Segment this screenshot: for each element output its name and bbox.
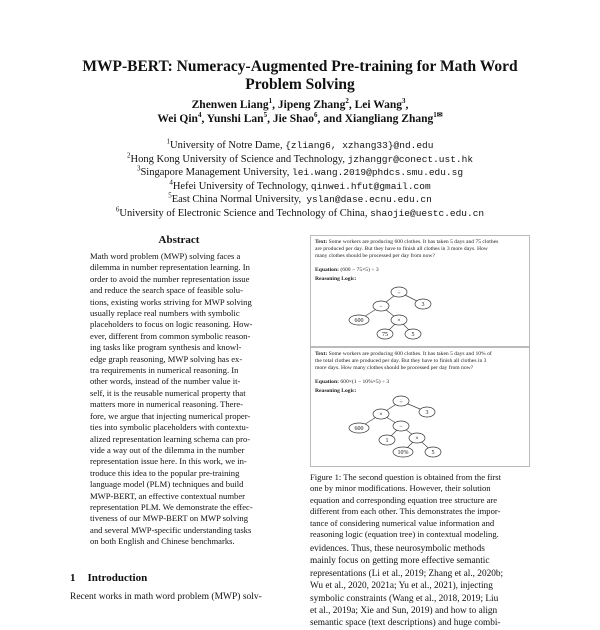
tree-node-label: 3 bbox=[425, 410, 429, 416]
abstract-line: Math word problem (MWP) solving faces a bbox=[90, 251, 241, 261]
equation-tree-1 bbox=[311, 284, 529, 344]
email-link[interactable]: shaojie@uestc.edu.cn bbox=[370, 207, 485, 219]
tree-node-label: 1 bbox=[385, 438, 389, 444]
body-text-line: Wu et al., 2020, 2021a; Yu et al., 2021), injecting bbox=[310, 581, 493, 592]
abstract-line: language model (PLM) techniques and build bbox=[90, 479, 244, 490]
abstract-line: ing tasks like program synthesis and knowl- bbox=[90, 342, 242, 353]
caption-line: different from each other. This demonstrates the impor- bbox=[310, 506, 501, 517]
abstract-line: other words, instead of the number value it- bbox=[90, 376, 241, 387]
equation-tree-2 bbox=[311, 394, 529, 464]
abstract-line: representation issue here. In this work, we in- bbox=[90, 456, 247, 467]
section-number: 1 bbox=[70, 572, 76, 584]
section-title: Introduction bbox=[87, 572, 148, 584]
abstract-body bbox=[90, 251, 270, 548]
abstract-line: and reduce the search space of feasible solu- bbox=[90, 285, 243, 296]
abstract-line: order to avoid the number representation issue bbox=[90, 273, 250, 284]
abstract-line: tions, existing works striving for MWP solving bbox=[90, 296, 252, 307]
abstract-line: matters more in numerical reasoning. There- bbox=[90, 399, 244, 410]
problem-text: Text: Some workers are producing 600 clothes. It has taken 5 days and 75 clothes are produced per day. But they have to finish all clothes in 3 more days. How many clothes should be processed per day from now? bbox=[315, 239, 499, 259]
body-text-line: semantic space (text descriptions) and huge combi- bbox=[310, 618, 501, 629]
title-line-2: Problem Solving bbox=[245, 76, 355, 93]
tree-node-label: ÷ bbox=[399, 399, 403, 405]
abstract-line: tra requirements in numerical reasoning. In bbox=[90, 365, 239, 376]
affiliation: $^5$East China Normal University, yslan@dase.ecnu.edu.cn bbox=[168, 191, 432, 206]
author-name: Zhenwen Liang bbox=[191, 99, 269, 111]
tree-node-label: × bbox=[397, 318, 401, 324]
affiliation: $^1$University of Notre Dame, {zliang6, xzhang33}@nd.edu bbox=[166, 137, 434, 151]
author-line-2: Wei Qin$^4$, Yunshi Lan$^5$, Jie Shao$^6$, and Xiangliang Zhang$^{1✉}$ bbox=[157, 111, 443, 125]
author-line-1: Zhenwen Liang$^1$, Jipeng Zhang$^2$, Lei Wang$^3$, bbox=[191, 97, 409, 111]
tree-node-label: 3 bbox=[421, 302, 425, 308]
affiliation: $^2$Hong Kong University of Science and Technology, jzhanggr@conect.ust.hk bbox=[126, 151, 474, 165]
figure-panel-modified bbox=[310, 347, 530, 467]
tree-node-label: × bbox=[415, 436, 419, 442]
tree-node-label: 5 bbox=[411, 332, 415, 338]
right-column-text bbox=[310, 543, 532, 630]
email-link[interactable]: {zliang6, xzhang33}@nd.edu bbox=[285, 140, 434, 151]
equation-line: Equation: (600 − 75×5) ÷ 3 bbox=[315, 267, 379, 273]
figure-panel-original bbox=[310, 235, 530, 347]
affiliation: $^4$Hefei University of Technology, qinwei.hfut@gmail.com bbox=[169, 178, 431, 192]
paper-title bbox=[40, 58, 560, 94]
figure-caption bbox=[310, 472, 532, 540]
author-name: Lei Wang bbox=[354, 99, 402, 111]
title-line-1: MWP-BERT: Numeracy-Augmented Pre-training for Math Word bbox=[82, 58, 518, 75]
caption-line: reasoning logic (equation tree) in contextual modeling. bbox=[310, 529, 499, 540]
abstract-line: usually replace real numbers with symbolic bbox=[90, 308, 240, 319]
problem-text: Text: Some workers are producing 600 clothes. It has taken 5 days and 10% of the total clothes are produced per day. But they have to finish all clothes in 3 more days. How many clothes should be processed per day from now? bbox=[315, 351, 492, 371]
equation-line: Equation: 600×(1 − 10%×5) ÷ 3 bbox=[315, 379, 390, 385]
abstract-line: representation PLM. We demonstrate the effec- bbox=[90, 501, 253, 512]
tree-node-label: − bbox=[399, 424, 403, 430]
tree-node-label: 600 bbox=[354, 318, 364, 324]
body-text-line: representations (Li et al., 2019; Zhang et al., 2020b; bbox=[310, 568, 504, 579]
introduction-first-line: Recent works in math word problem (MWP) solv- bbox=[70, 592, 262, 602]
email-link[interactable]: yslan@dase.ecnu.edu.cn bbox=[306, 194, 432, 206]
logic-label: Reasoning Logic: bbox=[315, 276, 357, 282]
abstract-heading: Abstract bbox=[158, 234, 200, 246]
body-text-line: et al., 2019a; Xie and Sun, 2019) and how to align bbox=[310, 606, 498, 617]
affiliation: $^6$University of Electronic Science and Technology of China, shaojie@uestc.edu.cn bbox=[115, 205, 485, 219]
logic-label: Reasoning Logic: bbox=[315, 388, 357, 394]
abstract-line: self, it is the reusable numerical property that bbox=[90, 387, 246, 398]
body-text-line: mainly focus on getting more effective semantic bbox=[310, 556, 490, 567]
affiliation: $^3$Singapore Management University, lei.wang.2019@phdcs.smu.edu.sg bbox=[136, 164, 464, 179]
tree-node-label: 75 bbox=[382, 332, 388, 338]
email-link[interactable]: qinwei.hfut@gmail.com bbox=[310, 180, 431, 192]
author-name: Jipeng Zhang bbox=[277, 99, 346, 111]
abstract-line: ties into symbolic placeholders with contextu- bbox=[90, 422, 249, 433]
abstract-line: troduce this idea to the popular pre-training bbox=[90, 467, 240, 478]
tree-node-label: − bbox=[379, 304, 383, 310]
body-text-line: symbolic constraints (Wang et al., 2018, 2019; Liu bbox=[310, 593, 499, 604]
abstract-line: and several MWP-specific understanding tasks bbox=[90, 524, 252, 535]
caption-line: one by minor modifications. However, their solution bbox=[310, 483, 491, 494]
tree-node-label: × bbox=[379, 412, 383, 418]
abstract-line: dilemma in number representation learning. In bbox=[90, 262, 250, 273]
abstract-line: MWP-BERT, an effective contextual number bbox=[90, 490, 245, 501]
body-text-line: evidences. Thus, these neurosymbolic methods bbox=[310, 544, 485, 554]
tree-node-label: ÷ bbox=[397, 290, 401, 296]
abstract-line: vide a way out of the dilemma in the number bbox=[90, 444, 245, 455]
tree-node-label: 600 bbox=[354, 426, 364, 432]
abstract-line: ever, different from common symbolic reason- bbox=[90, 330, 251, 341]
tree-node-label: 10% bbox=[397, 450, 409, 456]
abstract-line: alized representation learning schema can pro- bbox=[90, 433, 251, 444]
abstract-line: edge graph reasoning, MWP solving has ex- bbox=[90, 353, 243, 364]
caption-line: Figure 1: The second question is obtained from the first bbox=[310, 472, 502, 482]
author-name: Yunshi Lan bbox=[206, 113, 264, 125]
author-name: Wei Qin bbox=[157, 113, 198, 125]
section-heading-introduction bbox=[70, 572, 147, 584]
caption-line: tance of considering numerical value information and bbox=[310, 517, 495, 528]
email-link[interactable]: jzhanggr@conect.ust.hk bbox=[347, 153, 474, 165]
abstract-line: placeholders to focus on logic reasoning. How- bbox=[90, 319, 253, 330]
author-name: Xiangliang Zhang bbox=[344, 113, 434, 125]
tree-node-label: 5 bbox=[431, 450, 435, 456]
affiliation-list bbox=[30, 139, 570, 221]
abstract-line: on both English and Chinese benchmarks. bbox=[90, 536, 235, 547]
caption-line: equation and corresponding equation tree structure are bbox=[310, 494, 498, 505]
author-name: Jie Shao bbox=[272, 113, 315, 125]
author-list bbox=[40, 98, 560, 126]
email-link[interactable]: lei.wang.2019@phdcs.smu.edu.sg bbox=[292, 167, 464, 179]
abstract-line: tiveness of our MWP-BERT on MWP solving bbox=[90, 513, 248, 524]
abstract-line: fore, we argue that injecting numerical proper- bbox=[90, 410, 251, 421]
figure-1 bbox=[310, 233, 530, 468]
